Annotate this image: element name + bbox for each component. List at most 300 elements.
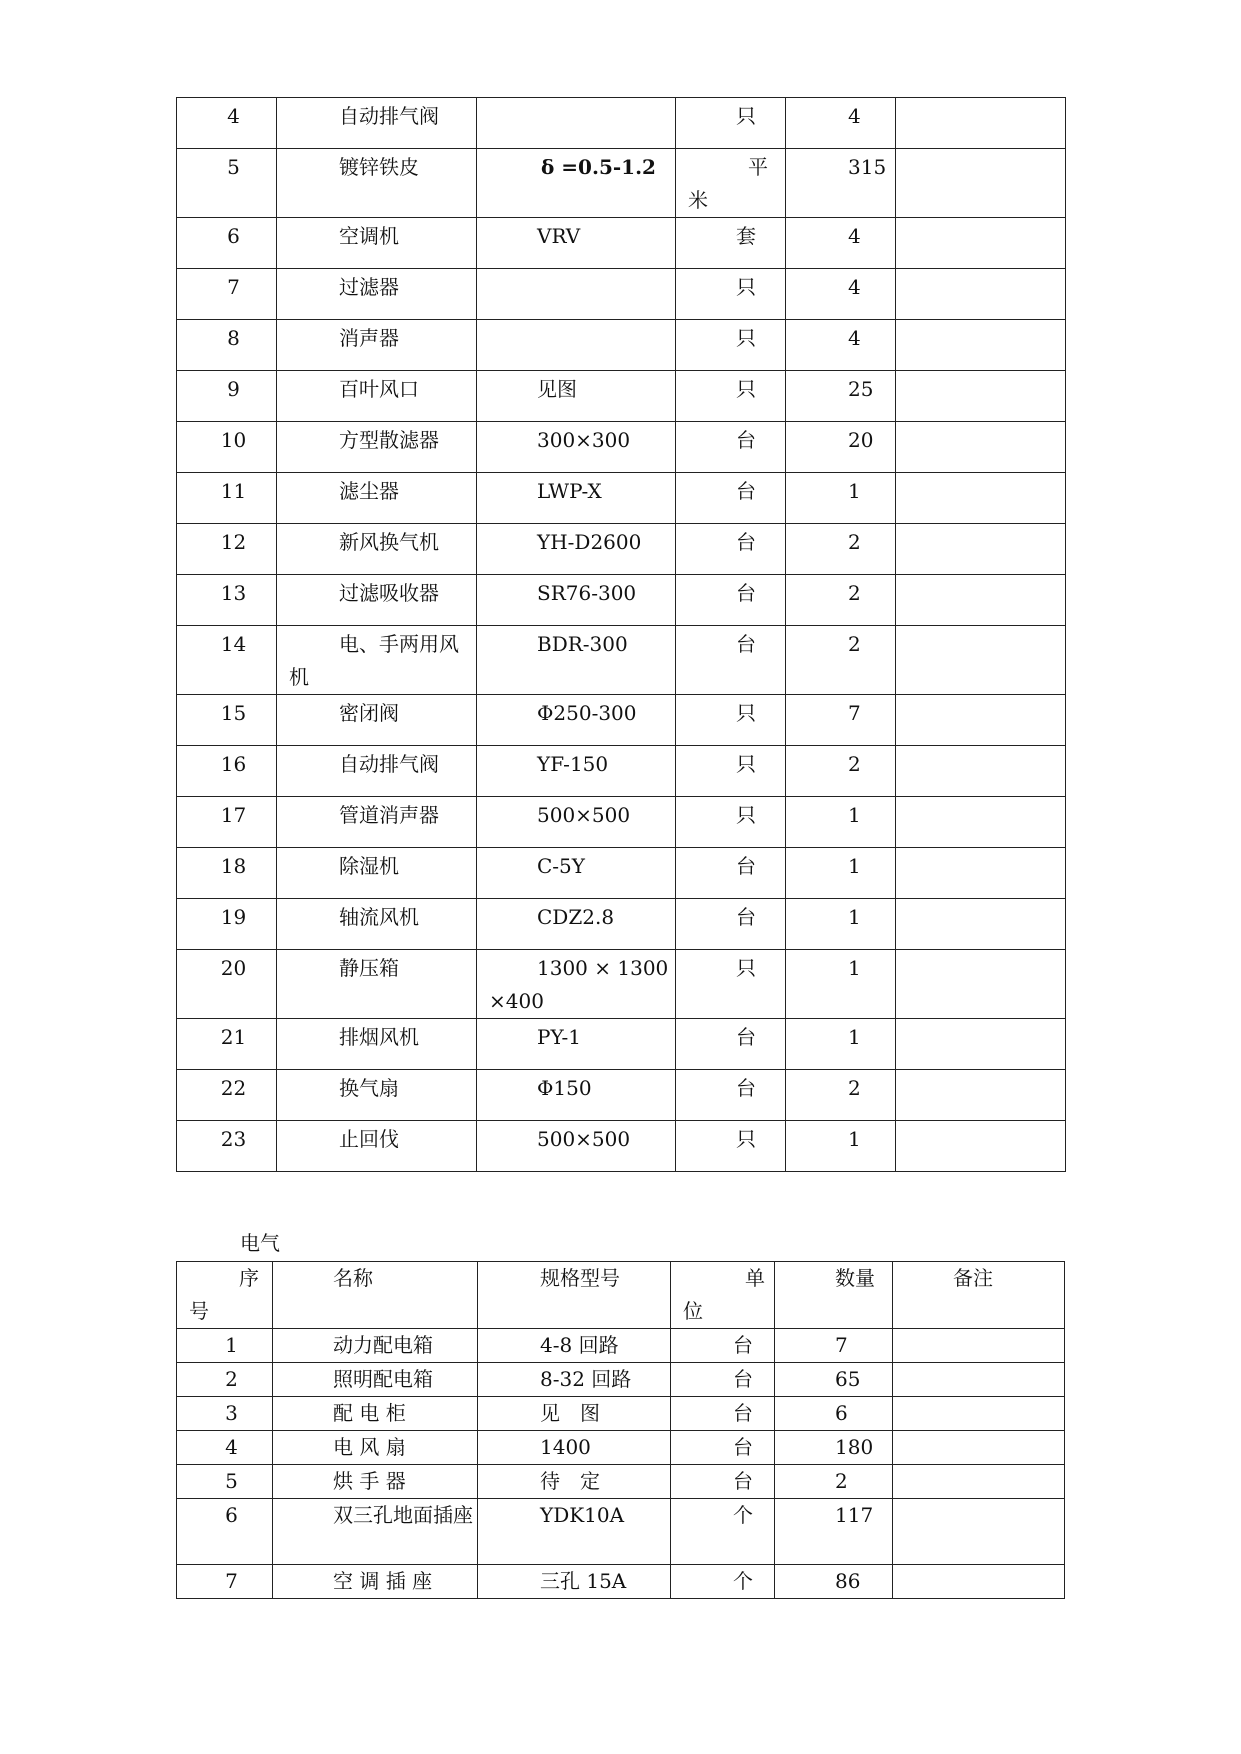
cell-name-text: 过滤吸收器 bbox=[339, 581, 439, 605]
header-cell-unit: 单位 bbox=[671, 1262, 775, 1329]
cell-spec-text: BDR-300 bbox=[537, 632, 628, 656]
cell-name bbox=[273, 1329, 478, 1363]
table-row bbox=[177, 1431, 1065, 1465]
cell-spec-text: Φ250-300 bbox=[537, 701, 637, 725]
cell-name bbox=[277, 575, 477, 626]
cell-note bbox=[896, 149, 1066, 218]
cell-qty bbox=[786, 371, 896, 422]
table-row bbox=[177, 950, 1066, 1019]
cell-no bbox=[177, 950, 277, 1019]
cell-note bbox=[896, 1070, 1066, 1121]
table-row bbox=[177, 422, 1066, 473]
cell-name-text: 百叶风口 bbox=[339, 377, 419, 401]
cell-unit-text: 台 bbox=[736, 632, 756, 656]
cell-spec-text: LWP-X bbox=[537, 479, 602, 503]
table-row bbox=[177, 695, 1066, 746]
cell-note-text bbox=[896, 848, 1065, 850]
cell-spec-text: 1400 bbox=[540, 1435, 591, 1459]
cell-no bbox=[177, 371, 277, 422]
cell-no-text: 5 bbox=[227, 155, 240, 179]
cell-spec-text: VRV bbox=[537, 224, 581, 248]
cell-unit bbox=[676, 98, 786, 149]
cell-no-text: 7 bbox=[227, 275, 240, 299]
cell-name-text: 双三孔地面插座 bbox=[333, 1503, 473, 1527]
cell-unit-text: 只 bbox=[736, 275, 756, 299]
cell-spec bbox=[477, 1019, 676, 1070]
cell-spec-text: 500×500 bbox=[537, 1127, 631, 1151]
cell-spec bbox=[478, 1397, 671, 1431]
cell-name bbox=[277, 320, 477, 371]
cell-no bbox=[177, 1019, 277, 1070]
cell-unit-text: 平米 bbox=[688, 155, 768, 212]
cell-name bbox=[277, 473, 477, 524]
cell-no-text: 1 bbox=[225, 1333, 238, 1357]
cell-unit bbox=[676, 269, 786, 320]
cell-name-text: 空调机 bbox=[339, 224, 399, 248]
cell-spec-text: CDZ2.8 bbox=[537, 905, 615, 929]
cell-qty-text: 65 bbox=[835, 1367, 861, 1391]
cell-unit bbox=[676, 218, 786, 269]
cell-name bbox=[277, 422, 477, 473]
cell-unit-text: 台 bbox=[736, 1076, 756, 1100]
cell-qty-text: 7 bbox=[848, 701, 861, 725]
cell-name bbox=[273, 1397, 478, 1431]
cell-note-text bbox=[896, 320, 1065, 322]
cell-unit bbox=[676, 575, 786, 626]
cell-qty bbox=[786, 98, 896, 149]
cell-qty bbox=[786, 1121, 896, 1172]
cell-unit bbox=[676, 797, 786, 848]
cell-note bbox=[896, 626, 1066, 695]
cell-spec-text bbox=[477, 269, 675, 271]
cell-qty-text: 2 bbox=[848, 1076, 861, 1100]
cell-unit-text: 个 bbox=[733, 1503, 753, 1527]
cell-spec bbox=[477, 473, 676, 524]
cell-name-text: 配 电 柜 bbox=[333, 1401, 406, 1425]
cell-qty-text: 2 bbox=[848, 752, 861, 776]
cell-note bbox=[896, 218, 1066, 269]
cell-qty bbox=[775, 1565, 893, 1599]
cell-qty-text: 86 bbox=[835, 1569, 861, 1593]
cell-no-text: 16 bbox=[220, 752, 247, 776]
cell-qty-text: 1 bbox=[848, 1127, 861, 1151]
cell-no-text: 22 bbox=[220, 1076, 247, 1100]
cell-no-text: 15 bbox=[220, 701, 247, 725]
cell-no-text: 10 bbox=[220, 428, 247, 452]
cell-name-text: 密闭阀 bbox=[339, 701, 399, 725]
cell-note-text bbox=[896, 1070, 1065, 1072]
cell-no bbox=[177, 269, 277, 320]
cell-spec bbox=[478, 1431, 671, 1465]
cell-no bbox=[177, 320, 277, 371]
cell-note-text bbox=[896, 149, 1065, 151]
cell-no-text: 5 bbox=[225, 1469, 238, 1493]
cell-name bbox=[273, 1565, 478, 1599]
table-row bbox=[177, 320, 1066, 371]
cell-name bbox=[273, 1431, 478, 1465]
cell-unit bbox=[676, 422, 786, 473]
table-row bbox=[177, 1397, 1065, 1431]
cell-spec-text: YH-D2600 bbox=[537, 530, 642, 554]
header-cell-no: 序号 bbox=[177, 1262, 273, 1329]
cell-no-text: 12 bbox=[220, 530, 247, 554]
cell-no-text: 21 bbox=[220, 1025, 247, 1049]
cell-qty-text: 4 bbox=[848, 104, 861, 128]
cell-spec bbox=[477, 422, 676, 473]
cell-no-text: 17 bbox=[220, 803, 247, 827]
cell-qty-text: 180 bbox=[835, 1435, 874, 1459]
cell-no-text: 2 bbox=[225, 1367, 238, 1391]
cell-qty bbox=[786, 269, 896, 320]
cell-no bbox=[177, 98, 277, 149]
cell-name-text: 自动排气阀 bbox=[339, 752, 439, 776]
cell-qty bbox=[786, 1019, 896, 1070]
cell-qty bbox=[775, 1499, 893, 1565]
cell-name bbox=[277, 98, 477, 149]
cell-name-text: 消声器 bbox=[339, 326, 399, 350]
cell-note bbox=[896, 950, 1066, 1019]
cell-qty-text: 1 bbox=[848, 479, 861, 503]
cell-no bbox=[177, 422, 277, 473]
cell-qty-text: 1 bbox=[848, 956, 861, 980]
cell-qty bbox=[786, 320, 896, 371]
cell-no bbox=[177, 695, 277, 746]
cell-note bbox=[896, 320, 1066, 371]
cell-spec bbox=[478, 1329, 671, 1363]
cell-spec-text: 500×500 bbox=[537, 803, 631, 827]
table-row bbox=[177, 149, 1066, 218]
cell-qty bbox=[786, 950, 896, 1019]
cell-note-text bbox=[896, 950, 1065, 952]
table-row bbox=[177, 1121, 1066, 1172]
cell-note-text bbox=[896, 899, 1065, 901]
electrical-equipment-table bbox=[176, 1261, 1065, 1599]
cell-no-text: 4 bbox=[225, 1435, 238, 1459]
cell-unit bbox=[676, 695, 786, 746]
cell-unit bbox=[671, 1329, 775, 1363]
cell-no bbox=[177, 1363, 273, 1397]
cell-unit-text: 台 bbox=[736, 581, 756, 605]
cell-unit-text: 台 bbox=[736, 530, 756, 554]
cell-spec bbox=[477, 626, 676, 695]
cell-name-text: 镀锌铁皮 bbox=[339, 155, 419, 179]
cell-no bbox=[177, 1565, 273, 1599]
cell-spec-text bbox=[477, 98, 675, 100]
cell-note-text bbox=[896, 695, 1065, 697]
cell-name bbox=[277, 1070, 477, 1121]
cell-spec bbox=[478, 1363, 671, 1397]
cell-note bbox=[896, 746, 1066, 797]
cell-no bbox=[177, 1499, 273, 1565]
cell-spec bbox=[477, 371, 676, 422]
cell-name bbox=[277, 797, 477, 848]
cell-no-text: 14 bbox=[220, 632, 247, 656]
cell-name-text: 空 调 插 座 bbox=[333, 1569, 433, 1593]
header-cell-note: 备注 bbox=[893, 1262, 1065, 1329]
cell-unit bbox=[671, 1565, 775, 1599]
table-row bbox=[177, 218, 1066, 269]
cell-spec bbox=[477, 218, 676, 269]
cell-note bbox=[896, 1019, 1066, 1070]
cell-qty bbox=[786, 626, 896, 695]
cell-spec-text: 见图 bbox=[537, 377, 577, 401]
cell-spec bbox=[477, 899, 676, 950]
cell-qty-text: 4 bbox=[848, 326, 861, 350]
cell-unit-text: 只 bbox=[736, 956, 756, 980]
cell-unit-text: 台 bbox=[733, 1469, 753, 1493]
cell-spec-text: 见 图 bbox=[540, 1401, 600, 1425]
cell-unit bbox=[671, 1431, 775, 1465]
cell-note-text bbox=[896, 98, 1065, 100]
cell-no bbox=[177, 626, 277, 695]
cell-note bbox=[896, 473, 1066, 524]
cell-name bbox=[277, 524, 477, 575]
cell-no-text: 7 bbox=[225, 1569, 238, 1593]
cell-unit-text: 只 bbox=[736, 377, 756, 401]
cell-spec-text: YF-150 bbox=[537, 752, 609, 776]
cell-no-text: 6 bbox=[225, 1503, 238, 1527]
cell-unit-text: 台 bbox=[736, 854, 756, 878]
cell-note bbox=[896, 98, 1066, 149]
cell-qty bbox=[786, 746, 896, 797]
cell-no-text: 20 bbox=[220, 956, 247, 980]
cell-no bbox=[177, 746, 277, 797]
cell-spec-text: 300×300 bbox=[537, 428, 631, 452]
cell-name bbox=[277, 899, 477, 950]
table-row bbox=[177, 1465, 1065, 1499]
cell-name-text: 电 风 扇 bbox=[333, 1435, 406, 1459]
cell-unit bbox=[671, 1465, 775, 1499]
cell-spec-text bbox=[477, 320, 675, 322]
cell-unit bbox=[671, 1499, 775, 1565]
cell-qty bbox=[786, 848, 896, 899]
cell-unit-text: 只 bbox=[736, 752, 756, 776]
table-row bbox=[177, 626, 1066, 695]
cell-note-text bbox=[896, 1019, 1065, 1021]
cell-note-text bbox=[896, 626, 1065, 628]
cell-qty bbox=[786, 797, 896, 848]
cell-unit bbox=[676, 746, 786, 797]
table-row bbox=[177, 1070, 1066, 1121]
cell-unit bbox=[676, 371, 786, 422]
cell-spec bbox=[477, 848, 676, 899]
cell-qty-text: 1 bbox=[848, 854, 861, 878]
header-cell-name: 名称 bbox=[273, 1262, 478, 1329]
cell-qty bbox=[786, 218, 896, 269]
cell-unit-text: 台 bbox=[736, 479, 756, 503]
cell-no bbox=[177, 1070, 277, 1121]
cell-note-text bbox=[896, 422, 1065, 424]
cell-no bbox=[177, 1329, 273, 1363]
cell-unit bbox=[676, 1019, 786, 1070]
cell-qty-text: 2 bbox=[848, 632, 861, 656]
cell-unit-text: 台 bbox=[736, 905, 756, 929]
cell-name-text: 照明配电箱 bbox=[333, 1367, 433, 1391]
cell-note bbox=[893, 1499, 1065, 1565]
cell-name-text: 轴流风机 bbox=[339, 905, 419, 929]
cell-name-text: 静压箱 bbox=[339, 956, 399, 980]
cell-no-text: 9 bbox=[227, 377, 240, 401]
cell-no-text: 11 bbox=[220, 479, 247, 503]
cell-unit-text: 台 bbox=[733, 1367, 753, 1391]
cell-name bbox=[277, 950, 477, 1019]
cell-qty bbox=[786, 575, 896, 626]
cell-name bbox=[277, 1121, 477, 1172]
cell-spec bbox=[477, 746, 676, 797]
cell-qty bbox=[786, 695, 896, 746]
table-row bbox=[177, 575, 1066, 626]
cell-name-text: 动力配电箱 bbox=[333, 1333, 433, 1357]
cell-unit bbox=[676, 848, 786, 899]
table-row bbox=[177, 1329, 1065, 1363]
cell-unit-text: 只 bbox=[736, 803, 756, 827]
cell-unit bbox=[676, 473, 786, 524]
cell-note bbox=[896, 695, 1066, 746]
cell-note bbox=[893, 1565, 1065, 1599]
cell-spec-text: 1300 × 1300 ×400 bbox=[489, 956, 669, 1013]
cell-name-text: 止回伐 bbox=[339, 1127, 399, 1151]
cell-unit bbox=[676, 320, 786, 371]
cell-unit-text: 台 bbox=[733, 1401, 753, 1425]
cell-unit-text: 台 bbox=[736, 428, 756, 452]
cell-qty-text: 2 bbox=[835, 1469, 848, 1493]
cell-spec bbox=[478, 1499, 671, 1565]
cell-qty-text: 1 bbox=[848, 905, 861, 929]
cell-no bbox=[177, 524, 277, 575]
cell-name bbox=[277, 371, 477, 422]
cell-no-text: 4 bbox=[227, 104, 240, 128]
cell-unit-text: 只 bbox=[736, 104, 756, 128]
cell-qty bbox=[786, 899, 896, 950]
cell-name-text: 自动排气阀 bbox=[339, 104, 439, 128]
cell-spec bbox=[477, 98, 676, 149]
table-row bbox=[177, 98, 1066, 149]
cell-no bbox=[177, 1465, 273, 1499]
cell-spec bbox=[478, 1465, 671, 1499]
cell-note-text bbox=[896, 473, 1065, 475]
cell-qty-text: 117 bbox=[835, 1503, 874, 1527]
cell-qty-text: 4 bbox=[848, 275, 861, 299]
cell-note bbox=[896, 269, 1066, 320]
cell-note-text bbox=[896, 746, 1065, 748]
table-row bbox=[177, 1499, 1065, 1565]
cell-unit-text: 个 bbox=[733, 1569, 753, 1593]
cell-spec bbox=[477, 524, 676, 575]
cell-note bbox=[896, 1121, 1066, 1172]
cell-spec bbox=[477, 950, 676, 1019]
cell-spec-text: δ =0.5-1.2 bbox=[541, 155, 656, 179]
cell-no bbox=[177, 1431, 273, 1465]
cell-qty bbox=[775, 1329, 893, 1363]
cell-name-text: 换气扇 bbox=[339, 1076, 399, 1100]
cell-qty bbox=[786, 422, 896, 473]
cell-note bbox=[893, 1329, 1065, 1363]
cell-name-text: 除湿机 bbox=[339, 854, 399, 878]
cell-name bbox=[277, 626, 477, 695]
section-title-electrical: 电气 bbox=[240, 1231, 280, 1255]
cell-qty bbox=[786, 1070, 896, 1121]
cell-spec bbox=[477, 695, 676, 746]
hvac-equipment-table bbox=[176, 97, 1066, 1172]
cell-spec bbox=[477, 320, 676, 371]
cell-qty-text: 1 bbox=[848, 1025, 861, 1049]
table-row bbox=[177, 1565, 1065, 1599]
cell-no bbox=[177, 1397, 273, 1431]
cell-name bbox=[277, 1019, 477, 1070]
cell-note-text bbox=[896, 524, 1065, 526]
table-row bbox=[177, 746, 1066, 797]
cell-no-text: 18 bbox=[220, 854, 247, 878]
cell-spec-text: SR76-300 bbox=[537, 581, 637, 605]
cell-no bbox=[177, 1121, 277, 1172]
cell-spec-text: PY-1 bbox=[537, 1025, 581, 1049]
table-header-row bbox=[177, 1262, 1065, 1329]
cell-unit bbox=[671, 1397, 775, 1431]
cell-note bbox=[893, 1397, 1065, 1431]
cell-name-text: 过滤器 bbox=[339, 275, 399, 299]
cell-spec-text: C-5Y bbox=[537, 854, 585, 878]
cell-qty bbox=[775, 1431, 893, 1465]
cell-no bbox=[177, 899, 277, 950]
cell-spec-text: Φ150 bbox=[537, 1076, 592, 1100]
table-row bbox=[177, 524, 1066, 575]
cell-note-text bbox=[896, 797, 1065, 799]
cell-unit-text: 只 bbox=[736, 1127, 756, 1151]
cell-no-text: 19 bbox=[220, 905, 247, 929]
cell-spec-text: 三孔 15A bbox=[540, 1569, 627, 1593]
cell-name bbox=[273, 1499, 478, 1565]
cell-name-text: 方型散滤器 bbox=[339, 428, 439, 452]
cell-qty bbox=[775, 1465, 893, 1499]
cell-spec-text: 4-8 回路 bbox=[540, 1333, 619, 1357]
cell-name bbox=[273, 1363, 478, 1397]
cell-no bbox=[177, 218, 277, 269]
cell-name bbox=[277, 269, 477, 320]
cell-note-text bbox=[896, 575, 1065, 577]
header-cell-spec: 规格型号 bbox=[478, 1262, 671, 1329]
cell-unit bbox=[676, 1121, 786, 1172]
cell-spec bbox=[477, 269, 676, 320]
table-row bbox=[177, 848, 1066, 899]
cell-qty bbox=[775, 1397, 893, 1431]
cell-no bbox=[177, 149, 277, 218]
cell-note bbox=[896, 797, 1066, 848]
cell-no-text: 8 bbox=[227, 326, 240, 350]
table-row bbox=[177, 797, 1066, 848]
cell-unit bbox=[676, 149, 786, 218]
cell-unit bbox=[676, 524, 786, 575]
cell-qty-text: 315 bbox=[848, 155, 887, 179]
cell-spec bbox=[477, 575, 676, 626]
cell-name bbox=[273, 1465, 478, 1499]
cell-name-text: 滤尘器 bbox=[339, 479, 399, 503]
table-row bbox=[177, 371, 1066, 422]
cell-unit bbox=[676, 899, 786, 950]
cell-no bbox=[177, 797, 277, 848]
cell-no bbox=[177, 473, 277, 524]
cell-name-text: 管道消声器 bbox=[339, 803, 439, 827]
cell-note bbox=[896, 899, 1066, 950]
cell-note bbox=[893, 1431, 1065, 1465]
cell-unit-text: 只 bbox=[736, 701, 756, 725]
table-row bbox=[177, 473, 1066, 524]
cell-no bbox=[177, 575, 277, 626]
cell-no-text: 23 bbox=[220, 1127, 247, 1151]
cell-note bbox=[896, 422, 1066, 473]
cell-note bbox=[896, 371, 1066, 422]
cell-name bbox=[277, 149, 477, 218]
cell-unit bbox=[676, 950, 786, 1019]
